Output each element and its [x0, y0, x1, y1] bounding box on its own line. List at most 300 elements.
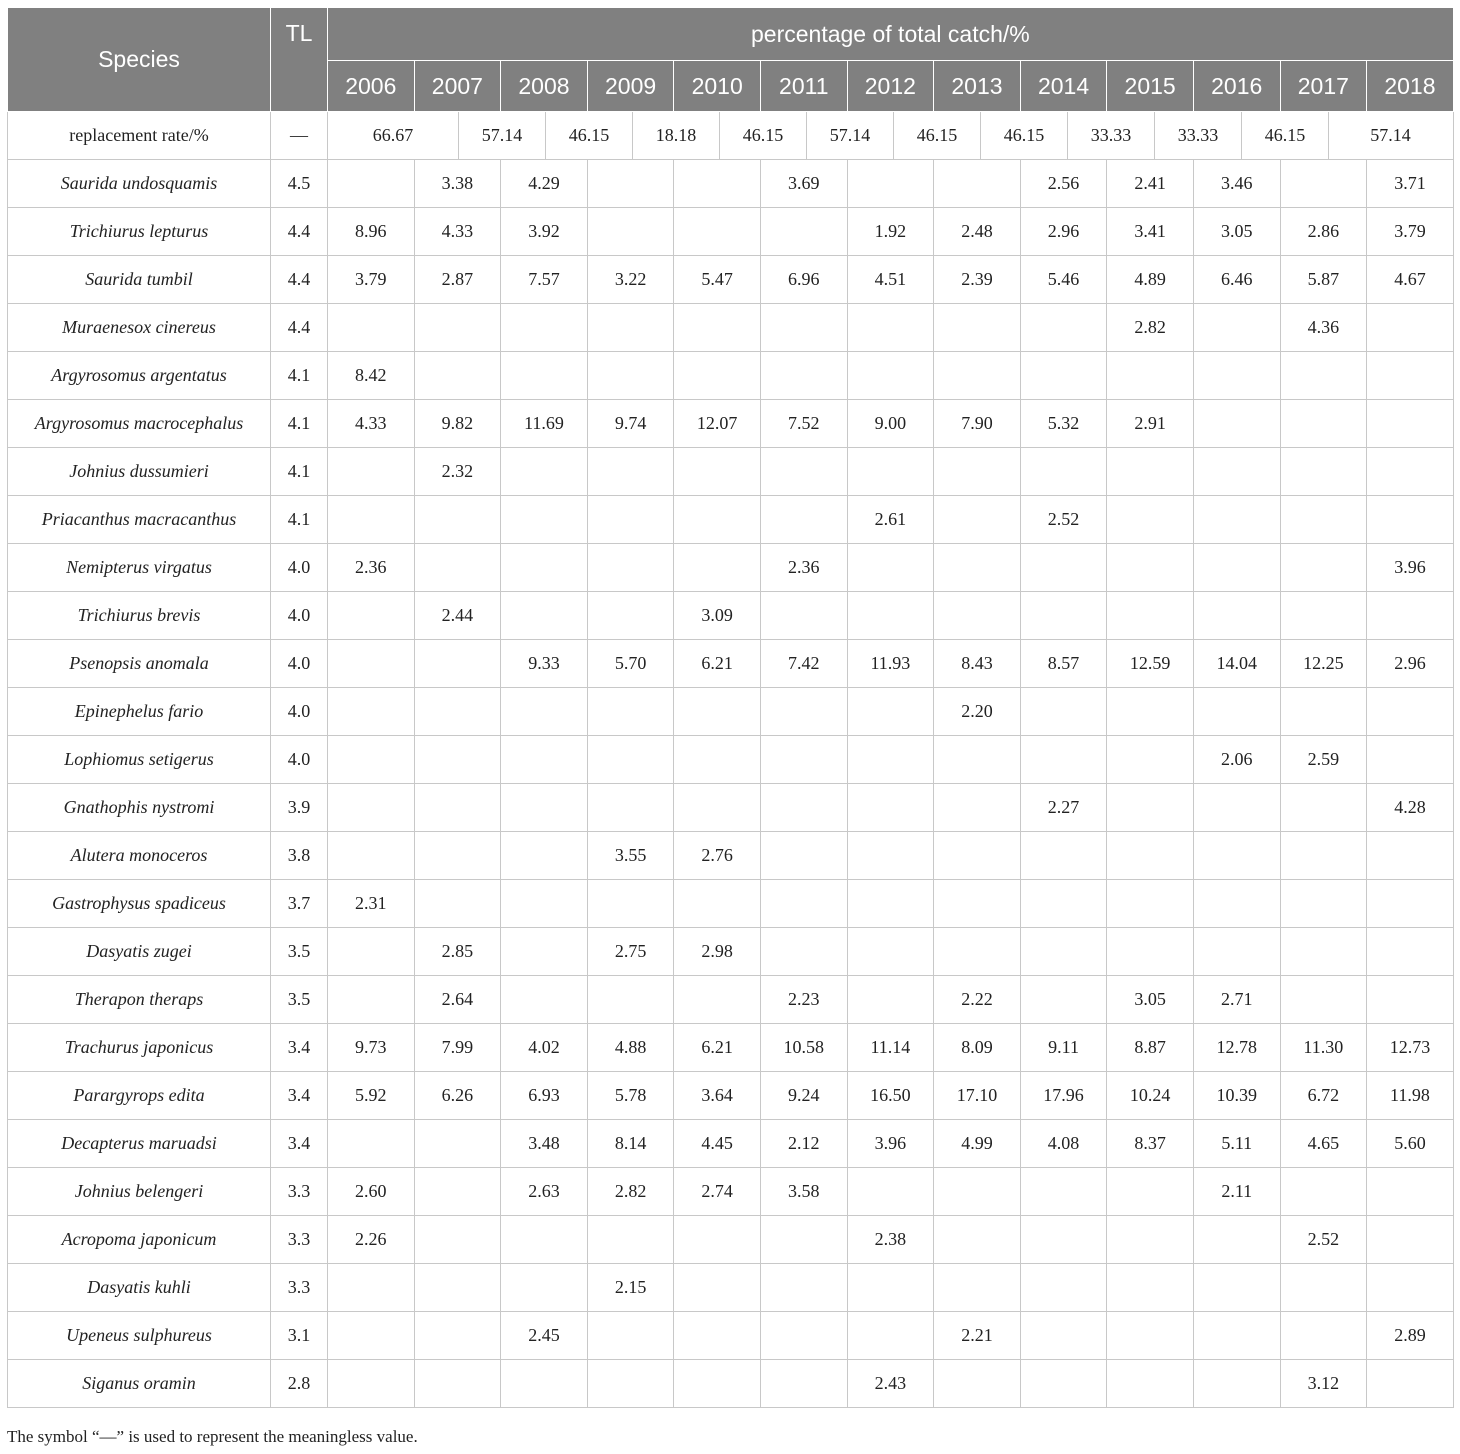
tl-header: TL	[271, 8, 328, 112]
catch-percentage-cell	[674, 160, 761, 208]
catch-percentage-cell	[847, 592, 934, 640]
species-name: Argyrosomus macrocephalus	[8, 400, 271, 448]
catch-percentage-cell	[1107, 592, 1194, 640]
catch-percentage-cell: 4.51	[847, 256, 934, 304]
catch-percentage-cell: 2.20	[934, 688, 1021, 736]
catch-percentage-cell	[1107, 784, 1194, 832]
catch-percentage-cell	[587, 304, 674, 352]
catch-percentage-cell	[674, 448, 761, 496]
catch-percentage-cell	[934, 880, 1021, 928]
species-header: Species	[8, 8, 271, 112]
catch-percentage-cell	[328, 304, 415, 352]
catch-percentage-cell: 2.64	[414, 976, 501, 1024]
trophic-level: 4.1	[271, 400, 328, 448]
catch-percentage-cell	[847, 160, 934, 208]
catch-percentage-cell: 11.93	[847, 640, 934, 688]
catch-percentage-cell: 5.92	[328, 1072, 415, 1120]
table-row	[8, 544, 1454, 592]
catch-percentage-cell: 2.74	[674, 1168, 761, 1216]
table-row	[8, 160, 1454, 208]
year-header-2010: 2010	[674, 61, 761, 112]
catch-percentage-cell: 12.07	[674, 400, 761, 448]
catch-percentage-cell	[1193, 688, 1280, 736]
catch-percentage-cell	[1367, 1168, 1454, 1216]
catch-percentage-cell: 6.21	[674, 640, 761, 688]
catch-percentage-cell: 3.71	[1367, 160, 1454, 208]
catch-percentage-cell	[1193, 1264, 1280, 1312]
catch-percentage-cell: 9.73	[328, 1024, 415, 1072]
catch-percentage-cell	[1020, 352, 1107, 400]
catch-percentage-cell	[587, 448, 674, 496]
catch-percentage-cell	[501, 688, 588, 736]
catch-percentage-cell: 2.22	[934, 976, 1021, 1024]
catch-percentage-cell	[328, 496, 415, 544]
catch-percentage-cell: 3.64	[674, 1072, 761, 1120]
catch-percentage-cell: 2.71	[1193, 976, 1280, 1024]
table-container	[7, 7, 1453, 1408]
table-row	[8, 1072, 1454, 1120]
catch-percentage-cell	[1280, 592, 1367, 640]
replacement-rate-label: replacement rate/%	[8, 112, 271, 160]
catch-percentage-cell: 4.33	[414, 208, 501, 256]
catch-percentage-cell: 2.21	[934, 1312, 1021, 1360]
catch-percentage-cell	[1280, 784, 1367, 832]
catch-percentage-cell	[1193, 400, 1280, 448]
catch-percentage-cell	[1107, 1216, 1194, 1264]
catch-percentage-cell	[1367, 352, 1454, 400]
table-row	[8, 1312, 1454, 1360]
catch-percentage-cell	[1367, 928, 1454, 976]
catch-percentage-cell: 6.26	[414, 1072, 501, 1120]
catch-percentage-cell	[760, 448, 847, 496]
catch-percentage-cell: 11.69	[501, 400, 588, 448]
catch-percentage-cell	[1020, 1264, 1107, 1312]
replacement-rate-strip	[328, 112, 1453, 159]
catch-percentage-cell	[674, 544, 761, 592]
catch-percentage-cell: 3.05	[1193, 208, 1280, 256]
catch-percentage-cell	[934, 1168, 1021, 1216]
table-row	[8, 208, 1454, 256]
catch-percentage-cell: 5.70	[587, 640, 674, 688]
catch-percentage-cell	[847, 544, 934, 592]
catch-table	[7, 7, 1454, 1408]
catch-percentage-cell	[1193, 832, 1280, 880]
catch-percentage-cell	[1193, 544, 1280, 592]
catch-percentage-cell	[414, 688, 501, 736]
catch-percentage-cell	[760, 688, 847, 736]
catch-percentage-cell	[760, 784, 847, 832]
catch-percentage-cell: 10.58	[760, 1024, 847, 1072]
catch-percentage-cell	[760, 880, 847, 928]
catch-percentage-cell	[847, 880, 934, 928]
catch-percentage-cell	[674, 304, 761, 352]
catch-percentage-cell: 3.96	[1367, 544, 1454, 592]
catch-percentage-cell: 4.99	[934, 1120, 1021, 1168]
replacement-rate-values	[328, 112, 1454, 160]
catch-percentage-cell	[501, 784, 588, 832]
catch-percentage-cell	[1367, 880, 1454, 928]
table-row	[8, 736, 1454, 784]
catch-percentage-cell	[674, 352, 761, 400]
catch-percentage-cell	[414, 352, 501, 400]
catch-percentage-cell	[414, 1168, 501, 1216]
catch-percentage-cell	[587, 496, 674, 544]
trophic-level: 3.3	[271, 1264, 328, 1312]
catch-percentage-cell	[328, 1264, 415, 1312]
catch-percentage-cell	[1020, 544, 1107, 592]
replacement-rate-value: 46.15	[545, 112, 632, 159]
catch-percentage-cell	[328, 160, 415, 208]
trophic-level: 3.8	[271, 832, 328, 880]
catch-percentage-cell	[847, 1168, 934, 1216]
catch-percentage-cell	[1020, 976, 1107, 1024]
catch-percentage-cell: 2.43	[847, 1360, 934, 1408]
catch-percentage-cell	[587, 544, 674, 592]
catch-percentage-cell	[414, 1120, 501, 1168]
catch-percentage-cell	[1107, 688, 1194, 736]
catch-percentage-cell: 8.57	[1020, 640, 1107, 688]
table-row	[8, 976, 1454, 1024]
catch-percentage-cell: 2.56	[1020, 160, 1107, 208]
table-row	[8, 640, 1454, 688]
catch-percentage-cell	[1020, 1360, 1107, 1408]
species-name: Lophiomus setigerus	[8, 736, 271, 784]
trophic-level: 3.9	[271, 784, 328, 832]
catch-percentage-cell	[674, 784, 761, 832]
catch-percentage-cell: 2.85	[414, 928, 501, 976]
catch-percentage-cell	[501, 592, 588, 640]
catch-percentage-cell	[501, 928, 588, 976]
catch-percentage-cell: 8.09	[934, 1024, 1021, 1072]
trophic-level: 4.1	[271, 448, 328, 496]
catch-percentage-cell	[414, 736, 501, 784]
catch-percentage-cell	[501, 1360, 588, 1408]
catch-percentage-cell	[1020, 832, 1107, 880]
catch-percentage-cell: 3.79	[1367, 208, 1454, 256]
catch-percentage-cell	[1107, 352, 1194, 400]
catch-percentage-cell	[1020, 1312, 1107, 1360]
catch-percentage-cell: 2.23	[760, 976, 847, 1024]
table-row	[8, 784, 1454, 832]
catch-percentage-cell: 12.25	[1280, 640, 1367, 688]
replacement-rate-value: 57.14	[806, 112, 893, 159]
catch-percentage-cell: 6.46	[1193, 256, 1280, 304]
table-row	[8, 400, 1454, 448]
table-row	[8, 304, 1454, 352]
catch-percentage-cell: 2.26	[328, 1216, 415, 1264]
catch-percentage-cell: 11.30	[1280, 1024, 1367, 1072]
catch-percentage-cell	[414, 1360, 501, 1408]
catch-percentage-cell	[1280, 544, 1367, 592]
catch-percentage-cell: 5.78	[587, 1072, 674, 1120]
catch-percentage-cell	[1107, 832, 1194, 880]
catch-percentage-cell: 3.38	[414, 160, 501, 208]
table-body	[8, 112, 1454, 1408]
catch-percentage-cell: 10.24	[1107, 1072, 1194, 1120]
catch-percentage-cell	[1020, 592, 1107, 640]
catch-percentage-cell: 4.33	[328, 400, 415, 448]
catch-percentage-cell	[1367, 1216, 1454, 1264]
catch-percentage-cell	[934, 304, 1021, 352]
catch-percentage-cell	[501, 352, 588, 400]
catch-percentage-cell: 7.52	[760, 400, 847, 448]
catch-percentage-cell	[1280, 1312, 1367, 1360]
catch-percentage-cell	[934, 832, 1021, 880]
catch-percentage-cell	[934, 544, 1021, 592]
catch-percentage-cell	[414, 880, 501, 928]
catch-percentage-cell	[1367, 832, 1454, 880]
catch-percentage-cell	[328, 1120, 415, 1168]
catch-percentage-cell	[587, 1312, 674, 1360]
catch-percentage-cell	[674, 880, 761, 928]
catch-percentage-cell	[587, 880, 674, 928]
catch-percentage-cell	[414, 496, 501, 544]
species-name: Acropoma japonicum	[8, 1216, 271, 1264]
catch-percentage-cell	[1193, 784, 1280, 832]
table-row	[8, 256, 1454, 304]
trophic-level: 4.4	[271, 208, 328, 256]
trophic-level: 3.3	[271, 1168, 328, 1216]
catch-percentage-cell	[847, 1264, 934, 1312]
catch-percentage-cell: 7.42	[760, 640, 847, 688]
replacement-rate-value: 57.14	[1328, 112, 1452, 159]
catch-percentage-cell: 6.21	[674, 1024, 761, 1072]
percentage-group-header: percentage of total catch/%	[328, 8, 1454, 61]
catch-percentage-cell	[1367, 1264, 1454, 1312]
catch-percentage-cell	[847, 352, 934, 400]
year-header-2017: 2017	[1280, 61, 1367, 112]
catch-percentage-cell	[760, 736, 847, 784]
table-row	[8, 832, 1454, 880]
catch-percentage-cell	[1107, 1264, 1194, 1312]
trophic-level: 4.1	[271, 352, 328, 400]
catch-percentage-cell: 1.92	[847, 208, 934, 256]
trophic-level: 3.5	[271, 928, 328, 976]
year-header-2011: 2011	[760, 61, 847, 112]
catch-percentage-cell: 17.10	[934, 1072, 1021, 1120]
trophic-level: 4.0	[271, 544, 328, 592]
catch-percentage-cell: 3.92	[501, 208, 588, 256]
trophic-level: 4.1	[271, 496, 328, 544]
catch-percentage-cell: 11.14	[847, 1024, 934, 1072]
trophic-level: 3.4	[271, 1072, 328, 1120]
catch-percentage-cell	[934, 448, 1021, 496]
catch-percentage-cell	[760, 832, 847, 880]
catch-percentage-cell: 4.45	[674, 1120, 761, 1168]
table-row	[8, 688, 1454, 736]
species-name: Parargyrops edita	[8, 1072, 271, 1120]
catch-percentage-cell: 2.86	[1280, 208, 1367, 256]
catch-percentage-cell	[501, 1216, 588, 1264]
species-name: Johnius dussumieri	[8, 448, 271, 496]
catch-percentage-cell: 7.90	[934, 400, 1021, 448]
catch-percentage-cell: 2.82	[1107, 304, 1194, 352]
catch-percentage-cell: 5.11	[1193, 1120, 1280, 1168]
catch-percentage-cell: 4.02	[501, 1024, 588, 1072]
year-header-2013: 2013	[934, 61, 1021, 112]
catch-percentage-cell	[501, 736, 588, 784]
table-row	[8, 1120, 1454, 1168]
catch-percentage-cell	[1280, 448, 1367, 496]
catch-percentage-cell: 11.98	[1367, 1072, 1454, 1120]
table-row	[8, 592, 1454, 640]
catch-percentage-cell: 8.96	[328, 208, 415, 256]
catch-percentage-cell	[1280, 688, 1367, 736]
catch-percentage-cell: 2.59	[1280, 736, 1367, 784]
table-row	[8, 1264, 1454, 1312]
replacement-rate-tl: —	[271, 112, 328, 160]
catch-percentage-cell	[934, 784, 1021, 832]
catch-percentage-cell	[328, 592, 415, 640]
catch-percentage-cell: 4.65	[1280, 1120, 1367, 1168]
trophic-level: 3.5	[271, 976, 328, 1024]
catch-percentage-cell	[1107, 448, 1194, 496]
catch-percentage-cell	[501, 832, 588, 880]
catch-percentage-cell: 2.52	[1020, 496, 1107, 544]
catch-percentage-cell: 2.36	[760, 544, 847, 592]
trophic-level: 3.3	[271, 1216, 328, 1264]
catch-percentage-cell: 4.88	[587, 1024, 674, 1072]
table-row	[8, 1360, 1454, 1408]
catch-percentage-cell: 2.87	[414, 256, 501, 304]
species-name: Johnius belengeri	[8, 1168, 271, 1216]
catch-percentage-cell	[674, 208, 761, 256]
catch-percentage-cell: 5.46	[1020, 256, 1107, 304]
catch-percentage-cell: 2.44	[414, 592, 501, 640]
catch-percentage-cell: 2.52	[1280, 1216, 1367, 1264]
species-name: Dasyatis kuhli	[8, 1264, 271, 1312]
catch-percentage-cell: 4.28	[1367, 784, 1454, 832]
trophic-level: 4.0	[271, 592, 328, 640]
catch-percentage-cell	[1107, 736, 1194, 784]
year-header-2015: 2015	[1107, 61, 1194, 112]
table-row	[8, 352, 1454, 400]
catch-percentage-cell: 3.09	[674, 592, 761, 640]
species-name: Therapon theraps	[8, 976, 271, 1024]
catch-percentage-cell	[847, 928, 934, 976]
catch-percentage-cell	[1280, 832, 1367, 880]
year-header-2008: 2008	[501, 61, 588, 112]
species-name: Psenopsis anomala	[8, 640, 271, 688]
catch-percentage-cell	[1107, 880, 1194, 928]
catch-percentage-cell	[1020, 880, 1107, 928]
catch-percentage-cell	[414, 640, 501, 688]
catch-percentage-cell: 6.72	[1280, 1072, 1367, 1120]
catch-percentage-cell	[847, 736, 934, 784]
replacement-rate-value: 57.14	[458, 112, 545, 159]
table-row	[8, 1168, 1454, 1216]
catch-percentage-cell	[1107, 1360, 1194, 1408]
trophic-level: 4.4	[271, 256, 328, 304]
catch-percentage-cell	[501, 448, 588, 496]
catch-percentage-cell	[414, 1216, 501, 1264]
catch-percentage-cell: 3.55	[587, 832, 674, 880]
catch-percentage-cell: 2.36	[328, 544, 415, 592]
catch-percentage-cell	[1193, 352, 1280, 400]
year-header-2007: 2007	[414, 61, 501, 112]
catch-percentage-cell	[847, 832, 934, 880]
catch-percentage-cell	[760, 1216, 847, 1264]
catch-percentage-cell	[934, 928, 1021, 976]
catch-percentage-cell: 2.61	[847, 496, 934, 544]
species-name: Alutera monoceros	[8, 832, 271, 880]
catch-percentage-cell	[1367, 976, 1454, 1024]
trophic-level: 3.4	[271, 1120, 328, 1168]
catch-percentage-cell	[934, 592, 1021, 640]
catch-percentage-cell	[760, 1312, 847, 1360]
catch-percentage-cell	[328, 1312, 415, 1360]
catch-percentage-cell	[1280, 496, 1367, 544]
catch-percentage-cell	[760, 496, 847, 544]
catch-percentage-cell: 9.11	[1020, 1024, 1107, 1072]
catch-percentage-cell	[1020, 688, 1107, 736]
catch-percentage-cell	[1107, 1312, 1194, 1360]
catch-percentage-cell	[1193, 928, 1280, 976]
catch-percentage-cell	[1280, 400, 1367, 448]
catch-percentage-cell	[934, 352, 1021, 400]
trophic-level: 4.0	[271, 736, 328, 784]
trophic-level: 4.0	[271, 688, 328, 736]
catch-percentage-cell: 2.98	[674, 928, 761, 976]
year-header-2012: 2012	[847, 61, 934, 112]
species-name: Trachurus japonicus	[8, 1024, 271, 1072]
replacement-rate-value: 46.15	[893, 112, 980, 159]
catch-percentage-cell	[674, 1312, 761, 1360]
catch-percentage-cell: 2.31	[328, 880, 415, 928]
catch-percentage-cell	[1193, 592, 1280, 640]
catch-percentage-cell	[587, 352, 674, 400]
catch-percentage-cell	[587, 592, 674, 640]
catch-percentage-cell	[328, 688, 415, 736]
catch-percentage-cell	[760, 208, 847, 256]
catch-percentage-cell	[501, 304, 588, 352]
catch-percentage-cell: 12.73	[1367, 1024, 1454, 1072]
catch-percentage-cell	[1367, 496, 1454, 544]
catch-percentage-cell	[328, 976, 415, 1024]
catch-percentage-cell	[1193, 880, 1280, 928]
catch-percentage-cell: 2.89	[1367, 1312, 1454, 1360]
catch-percentage-cell	[1020, 304, 1107, 352]
catch-percentage-cell: 6.96	[760, 256, 847, 304]
catch-percentage-cell	[1280, 1264, 1367, 1312]
catch-percentage-cell	[1193, 1360, 1280, 1408]
catch-percentage-cell: 2.76	[674, 832, 761, 880]
replacement-rate-row	[8, 112, 1454, 160]
catch-percentage-cell	[328, 784, 415, 832]
catch-percentage-cell	[674, 496, 761, 544]
catch-percentage-cell	[1367, 1360, 1454, 1408]
catch-percentage-cell	[847, 784, 934, 832]
catch-percentage-cell	[934, 1216, 1021, 1264]
catch-percentage-cell: 3.79	[328, 256, 415, 304]
catch-percentage-cell	[1193, 1312, 1280, 1360]
catch-percentage-cell: 5.87	[1280, 256, 1367, 304]
catch-percentage-cell: 9.00	[847, 400, 934, 448]
catch-percentage-cell: 12.78	[1193, 1024, 1280, 1072]
catch-percentage-cell: 3.69	[760, 160, 847, 208]
catch-percentage-cell	[414, 544, 501, 592]
catch-percentage-cell	[1280, 976, 1367, 1024]
catch-percentage-cell: 2.41	[1107, 160, 1194, 208]
catch-percentage-cell	[760, 304, 847, 352]
table-row	[8, 496, 1454, 544]
catch-percentage-cell	[760, 1264, 847, 1312]
catch-percentage-cell	[328, 736, 415, 784]
catch-percentage-cell: 4.89	[1107, 256, 1194, 304]
replacement-rate-value: 33.33	[1067, 112, 1154, 159]
catch-percentage-cell	[847, 304, 934, 352]
catch-percentage-cell	[674, 688, 761, 736]
